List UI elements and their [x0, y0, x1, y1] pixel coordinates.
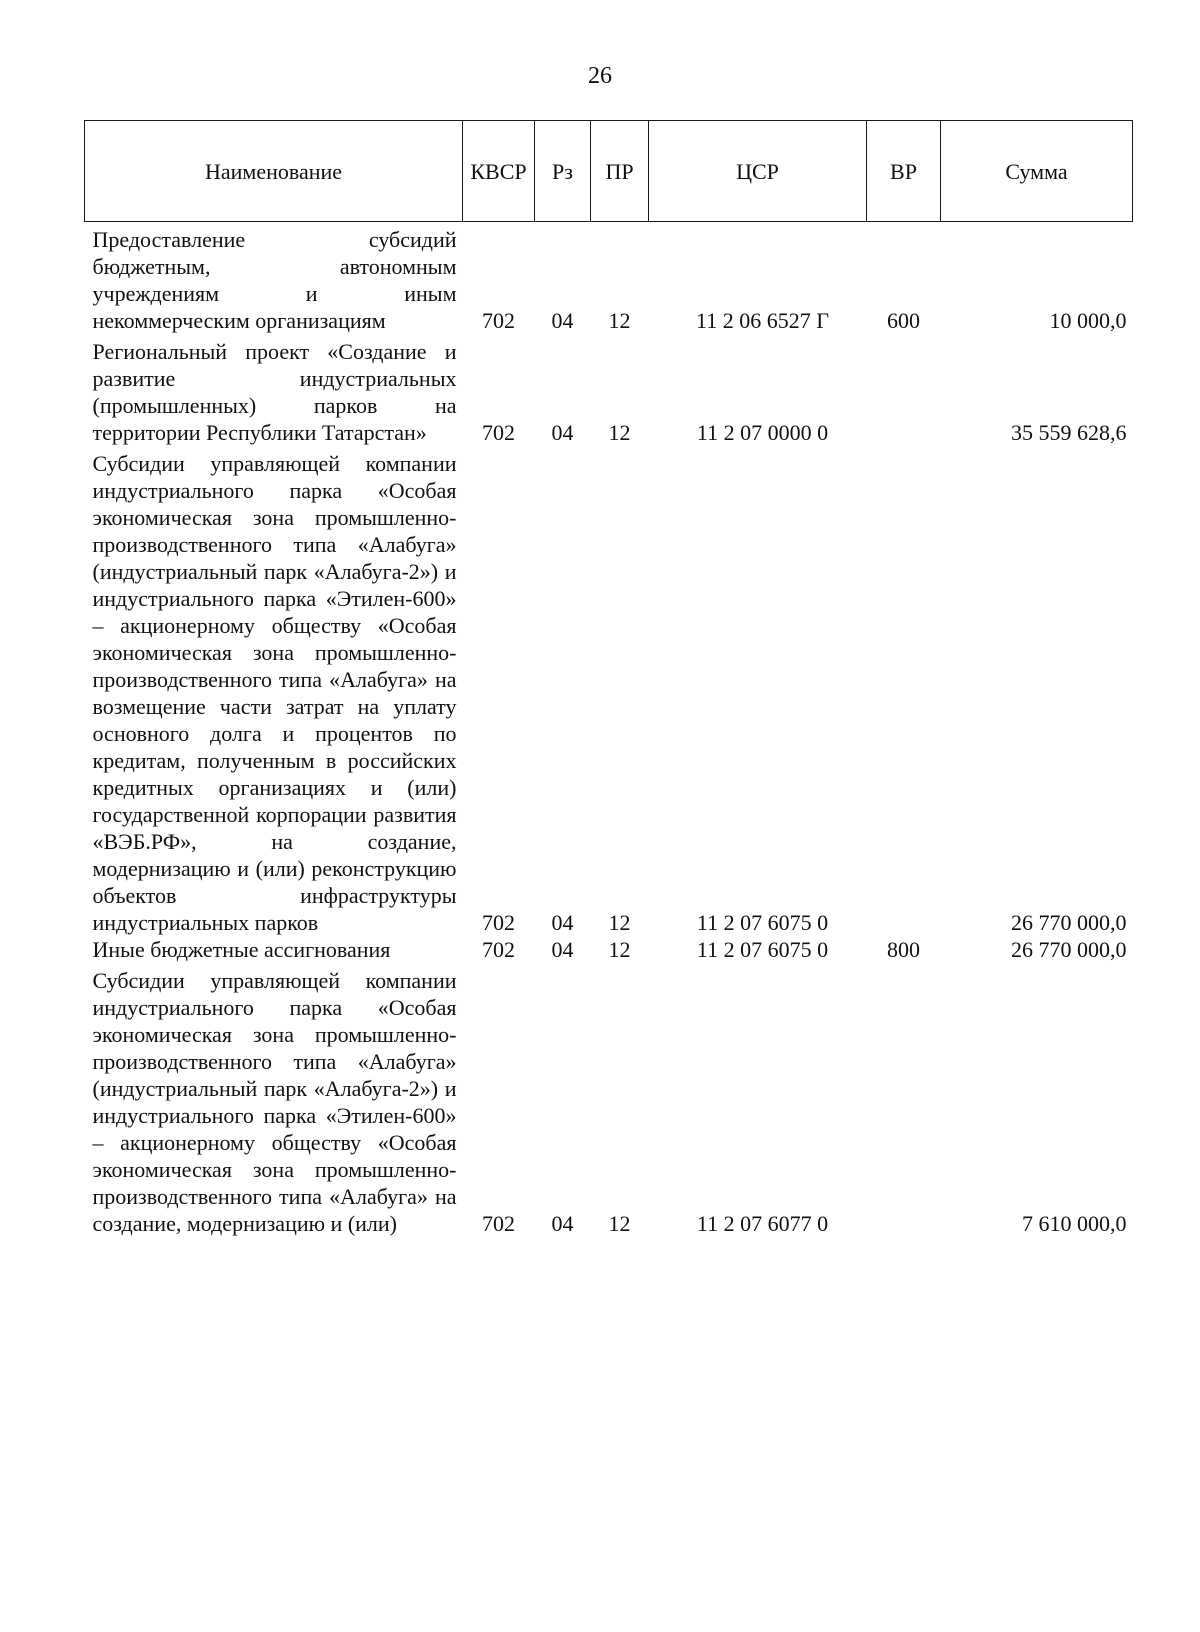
- row-kvsr: 702: [482, 420, 515, 445]
- row-name: Иные бюджетные ассигнования: [92, 937, 391, 962]
- table-header: [85, 121, 1133, 222]
- header-csr: ЦСР: [649, 121, 867, 222]
- row-csr: 11 2 07 6075 0: [696, 910, 829, 935]
- budget-table: [84, 120, 1133, 1237]
- row-sum: 10 000,0: [1049, 308, 1127, 333]
- row-pr: 12: [608, 910, 631, 935]
- table-row: [85, 446, 1133, 936]
- row-sum: 35 559 628,6: [1011, 420, 1127, 445]
- row-csr: 11 2 07 0000 0: [696, 420, 829, 445]
- row-pr: 12: [608, 937, 631, 962]
- table-row: [85, 222, 1133, 335]
- row-kvsr: 702: [482, 937, 515, 962]
- header-pr: ПР: [591, 121, 649, 222]
- table-row: [85, 334, 1133, 446]
- row-kvsr: 702: [482, 910, 515, 935]
- header-vr: ВР: [867, 121, 941, 222]
- page-number: 26: [588, 63, 612, 89]
- row-kvsr: 702: [482, 1211, 515, 1236]
- row-pr: 12: [608, 1211, 631, 1236]
- row-name: Региональный проект «Создание и развитие индустриальных (промышленных) парков на территории Республики Татарстан»: [92, 339, 457, 445]
- row-csr: 11 2 07 6077 0: [696, 1211, 829, 1236]
- row-vr: 600: [887, 308, 920, 333]
- row-vr: [867, 446, 941, 936]
- row-csr: 11 2 07 6075 0: [696, 937, 829, 962]
- row-sum: 26 770 000,0: [1011, 937, 1127, 962]
- row-vr: 800: [887, 937, 920, 962]
- row-name: Субсидии управляющей компании индустриального парка «Особая экономическая зона промышленно-производственного типа «Алабуга» (индустриальный парк «Алабуга-2») и индустриального парка «Этилен-600» – акционерному обществу «Особая экономическая зона промышленно-производственного типа «Алабуга» на возмещение части затрат на уплату основного долга и процентов по кредитам, полученным в российских кредитных организациях и (или) государственной корпорации развития «ВЭБ.РФ», на создание, модернизацию и (или) реконструкцию объектов инфраструктуры индустриальных парков: [92, 451, 457, 935]
- row-rz: 04: [551, 937, 574, 962]
- row-rz: 04: [551, 420, 574, 445]
- row-rz: 04: [551, 1211, 574, 1236]
- row-csr: 11 2 06 6527 Г: [696, 308, 829, 333]
- header-sum: Сумма: [941, 121, 1133, 222]
- row-vr: [867, 334, 941, 446]
- row-kvsr: 702: [482, 308, 515, 333]
- header-name: Наименование: [85, 121, 463, 222]
- row-pr: 12: [608, 308, 631, 333]
- row-rz: 04: [551, 308, 574, 333]
- table-body: [85, 222, 1133, 1238]
- row-rz: 04: [551, 910, 574, 935]
- header-row: [85, 121, 1133, 222]
- table-row: [85, 936, 1133, 963]
- table-row: [85, 963, 1133, 1237]
- header-kvsr: КВСР: [463, 121, 535, 222]
- row-sum: 7 610 000,0: [1022, 1211, 1127, 1236]
- row-sum: 26 770 000,0: [1011, 910, 1127, 935]
- row-pr: 12: [608, 420, 631, 445]
- row-vr: [867, 963, 941, 1237]
- row-name: Предоставление субсидий бюджетным, автономным учреждениям и иным некоммерческим организациям: [92, 227, 457, 333]
- header-rz: Рз: [535, 121, 591, 222]
- row-name: Субсидии управляющей компании индустриального парка «Особая экономическая зона промышленно-производственного типа «Алабуга» (индустриальный парк «Алабуга-2») и индустриального парка «Этилен-600» – акционерному обществу «Особая экономическая зона промышленно-производственного типа «Алабуга» на создание, модернизацию и (или): [92, 968, 457, 1236]
